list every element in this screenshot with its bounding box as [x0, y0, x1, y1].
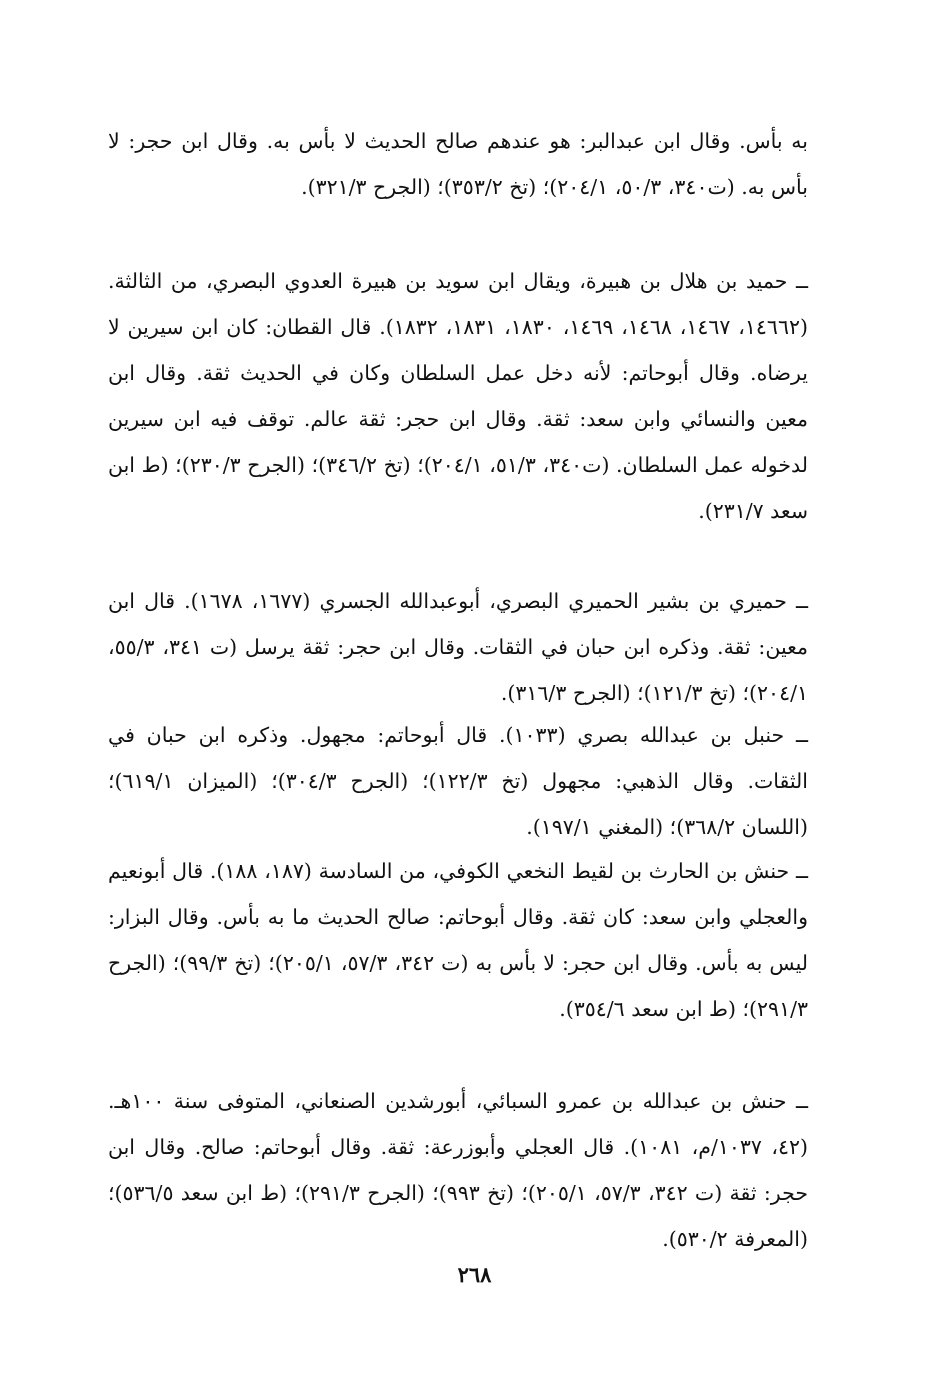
entry-humaid-bin-hilal: ــ حميد بن هلال بن هبيرة، ويقال ابن سويد بن هبيرة العدوي البصري، من الثالثة. (١٤٦٦٢، ١٤٦٧، ١٤٦٨، ١٤٦٩، ١٨٣٠، ١٨٣١، ١٨٣٢). قال القطان: كان ابن سيرين لا يرضاه. وقال أبوحاتم: لأنه دخل عمل السلطان وكان في الحديث ثقة. وقال ابن معين والنسائي وابن سعد: ثقة. وقال ابن حجر: ثقة عالم. توقف فيه ابن سيرين لدخوله عمل السلطان. (ت٣٤٠، ٥١/٣، ٢٠٤/١)؛ (تخ ٣٤٦/٢)؛ (الجرح ٢٣٠/٣)؛ (ط ابن سعد ٢٣١/٧).: [108, 269, 809, 523]
entry-hanash-bin-abdullah: ــ حنش بن عبدالله بن عمرو السبائي، أبورشدين الصنعاني، المتوفى سنة ١٠٠هـ. (٤٢، ١٠٣٧/م، ١٠٨١). قال العجلي وأبوزرعة: ثقة. وقال أبوحاتم: صالح. وقال ابن حجر: ثقة (ت ٣٤٢، ٥٧/٣، ٢٠٥/١)؛ (تخ ٩٩٣)؛ (الجرح ٢٩١/٣)؛ (ط ابن سعد ٥٣٦/٥)؛ (المعرفة ٥٣٠/٢).: [108, 1089, 809, 1251]
entry-hanash-bin-al-harith: ــ حنش بن الحارث بن لقيط النخعي الكوفي، من السادسة (١٨٧، ١٨٨). قال أبونعيم والعجلي وابن سعد: كان ثقة. وقال أبوحاتم: صالح الحديث ما به بأس. وقال البزار: ليس به بأس. وقال ابن حجر: لا بأس به (ت ٣٤٢، ٥٧/٣، ٢٠٥/١)؛ (تخ ٩٩/٣)؛ (الجرح ٢٩١/٣)؛ (ط ابن سعد ٣٥٤/٦).: [108, 859, 809, 1021]
page-number: ٢٦٨: [457, 1262, 492, 1287]
entry-humairi-bin-bashir: ــ حميري بن بشير الحميري البصري، أبوعبدالله الجسري (١٦٧٧، ١٦٧٨). قال ابن معين: ثقة. وذكره ابن حبان في الثقات. وقال ابن حجر: ثقة يرسل (ت ٣٤١، ٥٥/٣، ٢٠٤/١)؛ (تخ ١٢١/٣)؛ (الجرح ٣١٦/٣).: [108, 589, 808, 705]
entry-continuation: به بأس. وقال ابن عبدالبر: هو عندهم صالح الحديث لا بأس به. وقال ابن حجر: لا بأس به. (ت٣٤٠، ٥٠/٣، ٢٠٤/١)؛ (تخ ٣٥٣/٢)؛ (الجرح ٣٢١/٣).: [108, 129, 808, 199]
entry-hanbal-bin-abdullah: ــ حنبل بن عبدالله بصري (١٠٣٣). قال أبوحاتم: مجهول. وذكره ابن حبان في الثقات. وقال الذهبي: مجهول (تخ ١٢٢/٣)؛ (الجرح ٣٠٤/٣)؛ (الميزان ٦١٩/١)؛ (اللسان ٣٦٨/٢)؛ (المغني ١٩٧/١).: [108, 723, 809, 839]
